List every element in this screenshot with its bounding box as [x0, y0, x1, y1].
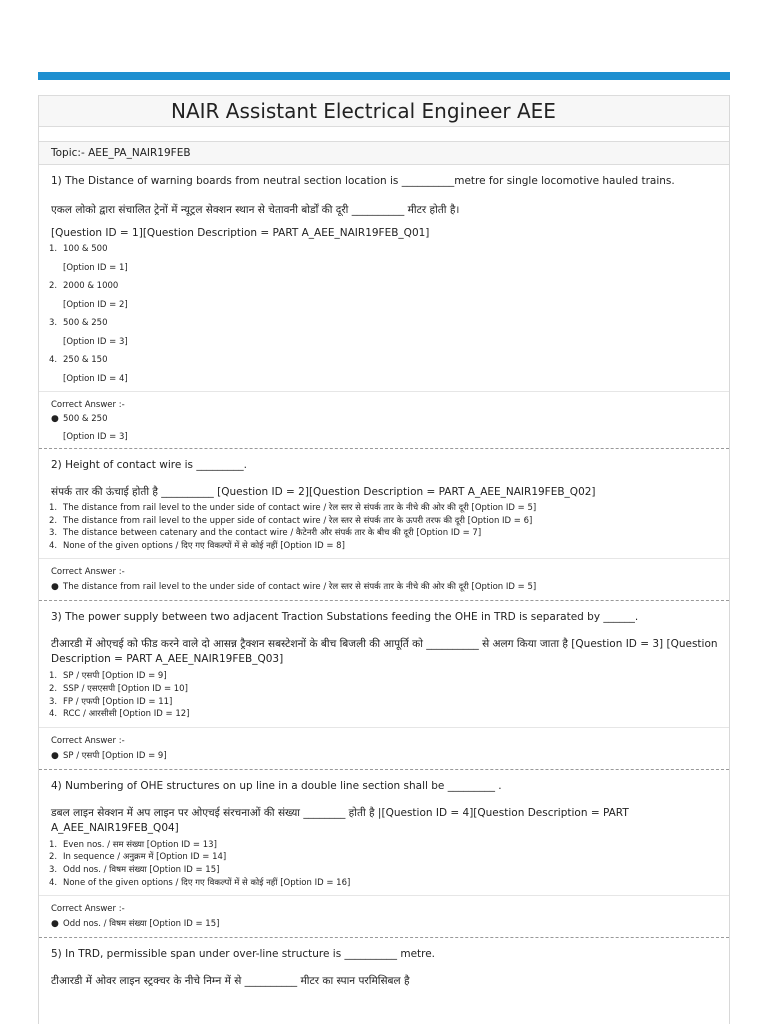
question-3: [39, 611, 729, 769]
option: 2. In sequence / अनुक्रम में [Option ID = 14]: [49, 852, 227, 863]
option-id: [Option ID = 3]: [63, 337, 128, 347]
option: 2. 2000 & 1000: [49, 281, 119, 291]
question-2-description: संपर्क तार की ऊंचाई होती है __________ [Question ID = 2][Question Description = PART A_AEE_NAIR19FEB_Q02]: [51, 486, 596, 498]
title-row: [39, 95, 729, 127]
option: 2. SSP / एसएसपी [Option ID = 10]: [49, 683, 188, 694]
correct-answer: ● Odd nos. / विषम संख्या [Option ID = 15]: [51, 919, 220, 930]
question-5-text: 5) In TRD, permissible span under over-line structure is __________ metre.: [51, 948, 436, 961]
question-4-text: 4) Numbering of OHE structures on up line in a double line section shall be _________ .: [51, 779, 502, 792]
option: 3. FP / एफपी [Option ID = 11]: [49, 696, 173, 707]
option: 3. 500 & 250: [49, 318, 108, 328]
option: 4. None of the given options / दिए गए विकल्पों में से कोई नहीं [Option ID = 16]: [49, 877, 351, 888]
question-1-hindi: एकल लोको द्वारा संचालित ट्रेनों में न्यूट्रल सेक्शन स्थान से चेतावनी बोर्डों की दूरी __________ मीटर होती है।: [51, 204, 460, 216]
option: 4. None of the given options / दिए गए विकल्पों में से कोई नहीं [Option ID = 8]: [49, 540, 345, 551]
topic-label: Topic:- AEE_PA_NAIR19FEB: [39, 141, 729, 165]
question-1-description: [Question ID = 1][Question Description = PART A_AEE_NAIR19FEB_Q01]: [51, 227, 430, 239]
option: 3. Odd nos. / विषम संख्या [Option ID = 15]: [49, 864, 220, 875]
option-id: [Option ID = 4]: [63, 374, 128, 384]
question-3-text: 3) The power supply between two adjacent Traction Substations feeding the OHE in TRD is separated by ______.: [51, 611, 639, 624]
correct-answer-id: [Option ID = 3]: [63, 432, 128, 442]
question-2-options: [39, 502, 729, 552]
option: 2. The distance from rail level to the upper side of contact wire / रेल स्तर से संपर्क तार के ऊपरी तरफ की दूरी [Option ID = 6]: [49, 515, 533, 526]
question-4: [39, 780, 729, 938]
question-1-options: [39, 243, 729, 255]
option: 4. 250 & 150: [49, 355, 108, 365]
question-1-text: 1) The Distance of warning boards from neutral section location is __________metre for single locomotive hauled trains.: [51, 175, 675, 187]
correct-answer: ● 500 & 250: [51, 414, 108, 424]
option: 1. SP / एसपी [Option ID = 9]: [49, 671, 167, 682]
question-4-description: डबल लाइन सेक्शन में अप लाइन पर ओएचई संरचनाओं की संख्या ________ होती है |[Question ID = 4][Question Description = PART A_AEE_NAIR19FEB_Q04]: [51, 806, 629, 834]
correct-answer-label: Correct Answer :-: [51, 904, 125, 915]
option: 1. Even nos. / सम संख्या [Option ID = 13]: [49, 839, 217, 850]
page-title: NAIR Assistant Electrical Engineer AEE: [171, 99, 556, 123]
question-paper: [38, 95, 730, 1024]
option-id: [Option ID = 2]: [63, 300, 128, 310]
question-3-description: टीआरडी में ओएचई को फीड करने वाले दो आसन्न ट्रैक्शन सबस्टेशनों के बीच बिजली की आपूर्ति को __________ से अलग किया जाता है [Question ID = 3] [Question Description = PART A_AEE_NAIR19FEB_Q03]: [51, 638, 718, 666]
question-1: [39, 175, 729, 449]
question-2: [39, 459, 729, 601]
option: 1. 100 & 500: [49, 244, 108, 254]
question-2-text: 2) Height of contact wire is _________.: [51, 459, 247, 471]
top-accent-bar: [38, 72, 730, 80]
option: 3. The distance between catenary and the contact wire / कैटेनरी और संपर्क तार के बीच की दूरी [Option ID = 7]: [49, 528, 482, 539]
correct-answer: ● SP / एसपी [Option ID = 9]: [51, 750, 167, 761]
option: 1. The distance from rail level to the under side of contact wire / रेल स्तर से संपर्क तार के नीचे की ओर की दूरी [Option ID = 5]: [49, 503, 537, 513]
correct-answer-label: Correct Answer :-: [51, 567, 125, 578]
question-5: [39, 948, 729, 988]
correct-answer-label: Correct Answer :-: [51, 735, 125, 746]
correct-answer: ● The distance from rail level to the under side of contact wire / रेल स्तर से संपर्क तार के नीचे की ओर की दूरी [Option ID = 5]: [51, 582, 537, 593]
option-id: [Option ID = 1]: [63, 263, 128, 273]
option: 4. RCC / आरसीसी [Option ID = 12]: [49, 709, 190, 720]
question-4-options: [39, 839, 729, 889]
question-3-options: [39, 670, 729, 720]
correct-answer-label: Correct Answer :-: [51, 400, 125, 410]
question-5-hindi: टीआरडी में ओवर लाइन स्ट्रक्चर के नीचे निम्न में से __________ मीटर का स्पान परमिसिबल है: [51, 975, 410, 988]
